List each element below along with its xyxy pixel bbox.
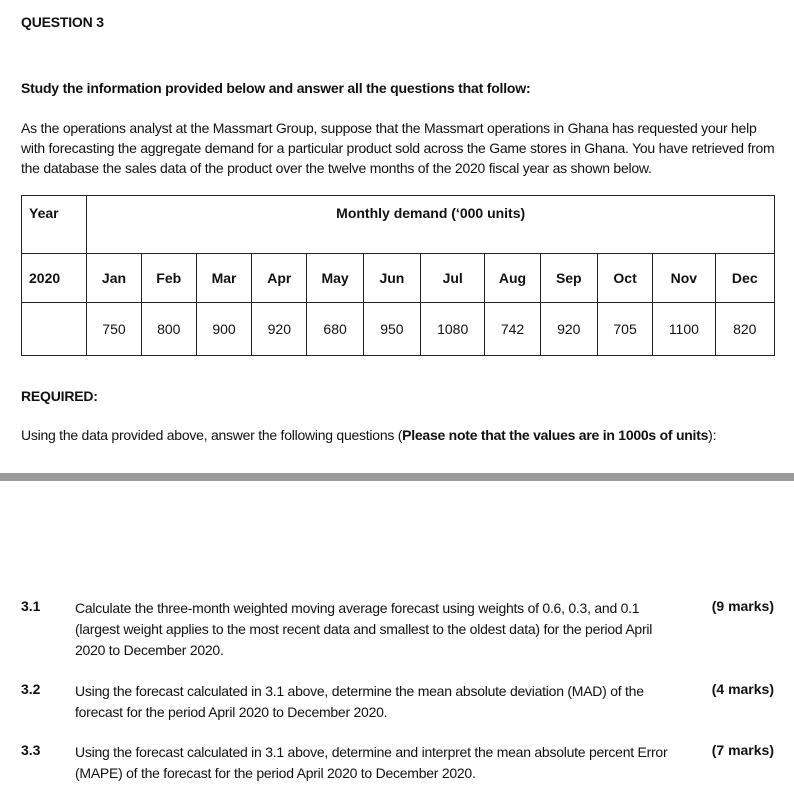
- value-cell: 900: [196, 303, 251, 356]
- value-cell: 950: [363, 303, 420, 356]
- table-month-row: [22, 254, 775, 303]
- table-value-row: [22, 303, 775, 356]
- value-cell: 920: [252, 303, 307, 356]
- month-cell: Sep: [540, 254, 597, 303]
- question-title: QUESTION 3: [21, 14, 104, 30]
- question-number: 3.1: [21, 598, 41, 614]
- question-text: Using the forecast calculated in 3.1 above, determine the mean absolute deviation (MAD) of the forecast for the period April 2020 to December 2020.: [75, 683, 644, 720]
- month-cell: Oct: [597, 254, 652, 303]
- table-header-row: [22, 196, 775, 254]
- year-header: Year: [22, 196, 87, 254]
- month-cell: Dec: [715, 254, 774, 303]
- question-marks: (7 marks): [711, 742, 774, 758]
- month-cell: Mar: [196, 254, 251, 303]
- value-cell: 820: [715, 303, 774, 356]
- required-label: REQUIRED:: [21, 388, 98, 404]
- value-cell: 1080: [421, 303, 485, 356]
- question-number: 3.3: [21, 742, 41, 758]
- question-marks: (4 marks): [711, 681, 774, 697]
- month-cell: Aug: [485, 254, 540, 303]
- value-cell: 800: [141, 303, 196, 356]
- value-cell: 680: [307, 303, 363, 356]
- month-cell: Jan: [87, 254, 141, 303]
- month-cell: Jul: [421, 254, 485, 303]
- question-number: 3.2: [21, 681, 41, 697]
- using-data-instruction: [21, 427, 716, 443]
- month-cell: Feb: [141, 254, 196, 303]
- instruction-heading: Study the information provided below and answer all the questions that follow:: [21, 80, 531, 96]
- using-end: ):: [708, 427, 717, 443]
- month-cell: Jun: [363, 254, 420, 303]
- monthly-demand-table: [21, 195, 775, 356]
- question-text: Using the forecast calculated in 3.1 above, determine and interpret the mean absolute percent Error (MAPE) of the forecast for the period April 2020 to December 2020.: [75, 744, 668, 781]
- intro-paragraph: As the operations analyst at the Massmart Group, suppose that the Massmart operations in Ghana has requested your help with forecasting the aggregate demand for a particular product sold across the Game stores in Ghana. You have retrieved from the database the sales data of the product over the twelve months of the 2020 fiscal year as shown below.: [21, 120, 775, 176]
- demand-header: Monthly demand (‘000 units): [87, 196, 775, 254]
- month-cell: Apr: [252, 254, 307, 303]
- value-cell: 750: [87, 303, 141, 356]
- empty-cell: [22, 303, 87, 356]
- value-cell: 1100: [653, 303, 715, 356]
- value-cell: 742: [485, 303, 540, 356]
- month-cell: Nov: [653, 254, 715, 303]
- value-cell: 920: [540, 303, 597, 356]
- using-text: Using the data provided above, answer the following questions (: [21, 427, 403, 443]
- value-cell: 705: [597, 303, 652, 356]
- year-cell: 2020: [22, 254, 87, 303]
- using-note-bold: Please note that the values are in 1000s of units: [402, 427, 709, 443]
- page-divider: [0, 473, 794, 481]
- question-text: Calculate the three-month weighted moving average forecast using weights of 0.6, 0.3, and 0.1 (largest weight applies to the most recent data and smallest to the oldest data) for the period April 2020 to December 2020.: [75, 600, 653, 658]
- month-cell: May: [307, 254, 363, 303]
- question-marks: (9 marks): [711, 598, 774, 614]
